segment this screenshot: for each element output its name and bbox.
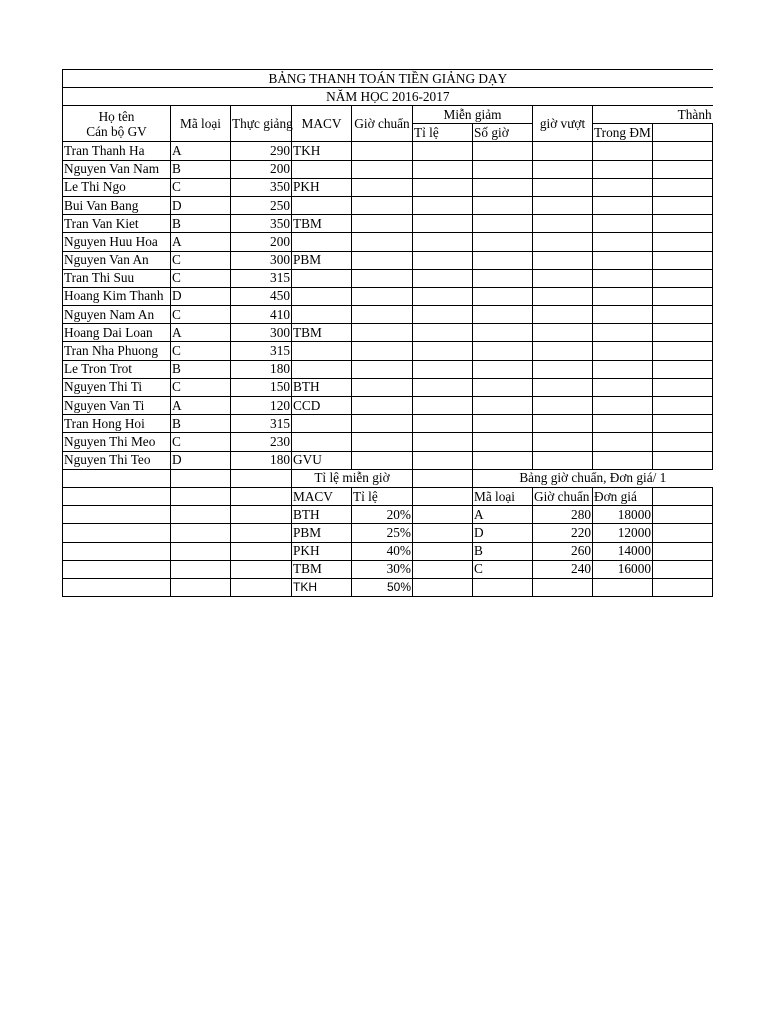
cell[interactable]	[533, 160, 593, 178]
cell[interactable]	[413, 178, 473, 196]
cell[interactable]	[413, 196, 473, 214]
cell[interactable]	[413, 451, 473, 469]
cell-name[interactable]: Nguyen Thi Ti	[63, 378, 171, 396]
cell-ma-loai[interactable]: B	[171, 415, 231, 433]
cell[interactable]	[413, 215, 473, 233]
cell[interactable]	[533, 178, 593, 196]
cell-thuc-giang[interactable]: 180	[231, 451, 292, 469]
cell-thuc-giang[interactable]: 350	[231, 215, 292, 233]
cell[interactable]	[653, 397, 713, 415]
table-row	[63, 269, 713, 287]
cell-name[interactable]: Tran Hong Hoi	[63, 415, 171, 433]
cell-ma-loai[interactable]: C	[171, 251, 231, 269]
cell-macv[interactable]	[292, 160, 352, 178]
cell-ma-loai[interactable]: B	[171, 215, 231, 233]
cell[interactable]	[473, 160, 533, 178]
table-row	[63, 196, 713, 214]
cell-thuc-giang[interactable]: 300	[231, 324, 292, 342]
ti-le-macv[interactable]: PBM	[292, 524, 352, 542]
cell[interactable]	[352, 360, 413, 378]
cell[interactable]	[231, 506, 292, 524]
cell-ma-loai[interactable]: C	[171, 306, 231, 324]
cell-macv[interactable]: TBM	[292, 324, 352, 342]
cell[interactable]	[413, 415, 473, 433]
cell[interactable]	[352, 269, 413, 287]
cell[interactable]	[171, 560, 231, 578]
cell-name[interactable]: Tran Nha Phuong	[63, 342, 171, 360]
cell[interactable]	[593, 415, 653, 433]
gio-chuan-value[interactable]: 220	[533, 524, 593, 542]
cell[interactable]	[473, 578, 533, 596]
header-name[interactable]	[63, 106, 171, 142]
cell[interactable]	[352, 415, 413, 433]
cell[interactable]	[413, 506, 473, 524]
gio-chuan-value[interactable]: 280	[533, 506, 593, 524]
cell-thuc-giang[interactable]: 410	[231, 306, 292, 324]
cell[interactable]	[533, 215, 593, 233]
cell[interactable]	[413, 160, 473, 178]
ti-le-macv[interactable]: TBM	[292, 560, 352, 578]
cell[interactable]	[593, 142, 653, 160]
cell[interactable]	[352, 433, 413, 451]
ti-le-value[interactable]: 40%	[352, 542, 413, 560]
cell[interactable]	[473, 342, 533, 360]
cell[interactable]	[413, 524, 473, 542]
cell[interactable]	[352, 196, 413, 214]
cell-name[interactable]: Tran Thanh Ha	[63, 142, 171, 160]
table-row	[63, 215, 713, 233]
cell-ma-loai[interactable]: A	[171, 233, 231, 251]
cell-macv[interactable]: PKH	[292, 178, 352, 196]
cell[interactable]	[653, 433, 713, 451]
cell[interactable]	[473, 451, 533, 469]
cell[interactable]	[653, 524, 713, 542]
cell[interactable]	[593, 251, 653, 269]
cell-thuc-giang[interactable]: 350	[231, 178, 292, 196]
cell-thuc-giang[interactable]: 315	[231, 415, 292, 433]
header-thuc-giang[interactable]: Thực giảng	[231, 106, 292, 142]
cell[interactable]	[473, 433, 533, 451]
cell[interactable]	[231, 469, 292, 487]
cell[interactable]	[473, 215, 533, 233]
cell[interactable]	[593, 233, 653, 251]
cell[interactable]	[533, 269, 593, 287]
cell[interactable]	[653, 142, 713, 160]
cell-thuc-giang[interactable]: 150	[231, 378, 292, 396]
cell[interactable]	[533, 324, 593, 342]
cell-thuc-giang[interactable]: 200	[231, 160, 292, 178]
gio-chuan-ma-loai[interactable]: B	[473, 542, 533, 560]
cell-macv[interactable]	[292, 287, 352, 305]
cell[interactable]	[413, 233, 473, 251]
cell[interactable]	[171, 524, 231, 542]
cell-ma-loai[interactable]: A	[171, 397, 231, 415]
cell[interactable]	[653, 287, 713, 305]
cell[interactable]	[533, 251, 593, 269]
cell[interactable]	[413, 360, 473, 378]
don-gia-value[interactable]: 12000	[593, 524, 653, 542]
cell[interactable]	[231, 578, 292, 596]
header-name-line2: Cán bộ GV	[86, 123, 147, 139]
cell-thuc-giang[interactable]: 315	[231, 342, 292, 360]
table-row	[63, 360, 713, 378]
lookup-row	[63, 578, 713, 596]
cell-macv[interactable]	[292, 233, 352, 251]
cell[interactable]	[533, 433, 593, 451]
cell[interactable]	[413, 142, 473, 160]
cell-name[interactable]: Nguyen Van An	[63, 251, 171, 269]
cell[interactable]	[653, 178, 713, 196]
cell[interactable]	[473, 251, 533, 269]
header-gio-chuan[interactable]: Giờ chuẩn	[352, 106, 413, 142]
cell[interactable]	[653, 542, 713, 560]
ti-le-macv[interactable]: BTH	[292, 506, 352, 524]
ti-le-value[interactable]: 30%	[352, 560, 413, 578]
cell[interactable]	[653, 196, 713, 214]
cell[interactable]	[413, 342, 473, 360]
cell-macv[interactable]	[292, 415, 352, 433]
table-row	[63, 378, 713, 396]
cell-thuc-giang[interactable]: 300	[231, 251, 292, 269]
don-gia-value[interactable]: 14000	[593, 542, 653, 560]
cell[interactable]	[63, 487, 171, 505]
cell-macv[interactable]	[292, 269, 352, 287]
cell[interactable]	[413, 487, 473, 505]
ti-le-macv[interactable]: PKH	[292, 542, 352, 560]
cell[interactable]	[352, 397, 413, 415]
table-row	[63, 451, 713, 469]
cell[interactable]	[533, 360, 593, 378]
cell[interactable]	[533, 578, 593, 596]
cell[interactable]	[352, 142, 413, 160]
cell[interactable]	[593, 269, 653, 287]
cell-macv[interactable]	[292, 433, 352, 451]
cell[interactable]	[653, 233, 713, 251]
don-gia-value[interactable]: 16000	[593, 560, 653, 578]
cell[interactable]	[473, 360, 533, 378]
cell[interactable]	[533, 342, 593, 360]
cell-macv[interactable]: GVU	[292, 451, 352, 469]
report-subtitle[interactable]: NĂM HỌC 2016-2017	[63, 88, 713, 106]
cell-thuc-giang[interactable]: 315	[231, 269, 292, 287]
table-row	[63, 397, 713, 415]
cell-name[interactable]: Le Tron Trot	[63, 360, 171, 378]
lookup-row	[63, 506, 713, 524]
cell-macv[interactable]: BTH	[292, 378, 352, 396]
cell[interactable]	[352, 451, 413, 469]
cell-name[interactable]: Nguyen Van Nam	[63, 160, 171, 178]
cell[interactable]	[352, 178, 413, 196]
cell[interactable]	[352, 251, 413, 269]
cell[interactable]	[352, 306, 413, 324]
table-row	[63, 233, 713, 251]
payment-table	[62, 69, 713, 597]
cell[interactable]	[352, 160, 413, 178]
cell-macv[interactable]	[292, 196, 352, 214]
table-row	[63, 342, 713, 360]
cell-name[interactable]: Nguyen Nam An	[63, 306, 171, 324]
don-gia-value[interactable]: 18000	[593, 506, 653, 524]
cell[interactable]	[653, 360, 713, 378]
ti-le-col-ti-le[interactable]: Tỉ lệ	[352, 487, 413, 505]
cell[interactable]	[352, 233, 413, 251]
cell[interactable]	[533, 397, 593, 415]
cell-macv[interactable]	[292, 360, 352, 378]
cell[interactable]	[593, 378, 653, 396]
cell-thuc-giang[interactable]: 180	[231, 360, 292, 378]
cell[interactable]	[413, 269, 473, 287]
cell[interactable]	[231, 487, 292, 505]
cell[interactable]	[171, 487, 231, 505]
cell[interactable]	[593, 578, 653, 596]
cell-macv[interactable]: TKH	[292, 142, 352, 160]
gio-chuan-ma-loai[interactable]: C	[473, 560, 533, 578]
lookup-row	[63, 560, 713, 578]
cell[interactable]	[413, 542, 473, 560]
ti-le-value[interactable]: 25%	[352, 524, 413, 542]
cell-ma-loai[interactable]: B	[171, 360, 231, 378]
lookup-row	[63, 524, 713, 542]
cell[interactable]	[231, 560, 292, 578]
gio-chuan-col-don-gia[interactable]: Đơn giá	[593, 487, 653, 505]
cell[interactable]	[533, 306, 593, 324]
cell[interactable]	[352, 378, 413, 396]
cell-macv[interactable]	[292, 342, 352, 360]
cell[interactable]	[352, 215, 413, 233]
cell[interactable]	[473, 324, 533, 342]
cell-ma-loai[interactable]: A	[171, 142, 231, 160]
cell[interactable]	[593, 397, 653, 415]
lookup-row	[63, 542, 713, 560]
cell[interactable]	[473, 269, 533, 287]
cell-name[interactable]: Hoang Dai Loan	[63, 324, 171, 342]
cell[interactable]	[63, 524, 171, 542]
header-so-gio[interactable]: Số giờ	[473, 124, 533, 142]
cell[interactable]	[653, 306, 713, 324]
cell[interactable]	[63, 506, 171, 524]
cell-ma-loai[interactable]: D	[171, 287, 231, 305]
cell-ma-loai[interactable]: C	[171, 178, 231, 196]
table-row	[63, 251, 713, 269]
cell[interactable]	[593, 178, 653, 196]
header-thanh[interactable]: Thành	[593, 106, 713, 124]
cell[interactable]	[352, 342, 413, 360]
cell[interactable]	[533, 451, 593, 469]
cell[interactable]	[413, 578, 473, 596]
cell[interactable]	[413, 378, 473, 396]
cell[interactable]	[533, 287, 593, 305]
cell[interactable]	[653, 251, 713, 269]
gio-chuan-ma-loai[interactable]: D	[473, 524, 533, 542]
cell[interactable]	[231, 542, 292, 560]
cell[interactable]	[231, 524, 292, 542]
cell[interactable]	[63, 542, 171, 560]
cell[interactable]	[473, 287, 533, 305]
header-trong-dm[interactable]: Trong ĐM	[594, 124, 651, 140]
cell[interactable]	[473, 415, 533, 433]
cell[interactable]	[653, 124, 713, 142]
cell[interactable]	[413, 324, 473, 342]
cell-macv[interactable]: PBM	[292, 251, 352, 269]
gio-chuan-table-title[interactable]: Bảng giờ chuẩn, Đơn giá/ 1	[473, 469, 713, 487]
cell[interactable]	[171, 506, 231, 524]
lookup-title-row	[63, 469, 713, 487]
cell-thuc-giang[interactable]: 120	[231, 397, 292, 415]
header-gio-vuot[interactable]: giờ vượt	[533, 106, 593, 142]
table-row	[63, 287, 713, 305]
table-row	[63, 433, 713, 451]
cell-macv[interactable]	[292, 306, 352, 324]
header-macv[interactable]: MACV	[292, 106, 352, 142]
table-row	[63, 324, 713, 342]
gio-chuan-ma-loai[interactable]: A	[473, 506, 533, 524]
gio-chuan-col-ma-loai[interactable]: Mã loại	[473, 487, 533, 505]
gio-chuan-value[interactable]: 240	[533, 560, 593, 578]
cell[interactable]	[533, 378, 593, 396]
gio-chuan-value[interactable]: 260	[533, 542, 593, 560]
cell-name[interactable]: Nguyen Thi Meo	[63, 433, 171, 451]
cell[interactable]	[171, 578, 231, 596]
cell-thuc-giang[interactable]: 450	[231, 287, 292, 305]
cell[interactable]	[653, 378, 713, 396]
ti-le-value[interactable]: 50%	[352, 578, 413, 596]
cell[interactable]	[171, 542, 231, 560]
cell[interactable]	[593, 196, 653, 214]
cell[interactable]	[352, 287, 413, 305]
cell[interactable]	[413, 560, 473, 578]
cell[interactable]	[653, 415, 713, 433]
cell-ma-loai[interactable]: C	[171, 342, 231, 360]
cell-name[interactable]: Le Thi Ngo	[63, 178, 171, 196]
cell[interactable]	[653, 324, 713, 342]
report-title[interactable]: BẢNG THANH TOÁN TIỀN GIẢNG DẠY	[63, 70, 713, 88]
table-row	[63, 306, 713, 324]
cell[interactable]	[593, 451, 653, 469]
cell[interactable]	[653, 269, 713, 287]
cell[interactable]	[593, 433, 653, 451]
cell[interactable]	[413, 469, 473, 487]
cell-name[interactable]: Bui Van Bang	[63, 196, 171, 214]
cell[interactable]	[653, 342, 713, 360]
header-mien-giam[interactable]: Miễn giảm	[413, 106, 533, 124]
cell[interactable]	[473, 178, 533, 196]
cell[interactable]	[593, 287, 653, 305]
cell-ma-loai[interactable]: A	[171, 324, 231, 342]
cell-ma-loai[interactable]: D	[171, 451, 231, 469]
cell[interactable]	[413, 397, 473, 415]
cell[interactable]	[593, 306, 653, 324]
cell[interactable]	[533, 142, 593, 160]
cell-thuc-giang[interactable]: 290	[231, 142, 292, 160]
cell[interactable]	[473, 378, 533, 396]
cell[interactable]	[171, 469, 231, 487]
cell-name[interactable]: Nguyen Huu Hoa	[63, 233, 171, 251]
cell[interactable]	[473, 142, 533, 160]
cell-ma-loai[interactable]: C	[171, 433, 231, 451]
cell[interactable]	[593, 324, 653, 342]
cell[interactable]	[533, 415, 593, 433]
cell[interactable]	[653, 578, 713, 596]
header-name-line1: Họ tên	[98, 108, 135, 124]
cell-ma-loai[interactable]: C	[171, 378, 231, 396]
cell[interactable]	[653, 451, 713, 469]
cell[interactable]	[413, 433, 473, 451]
cell-ma-loai[interactable]: D	[171, 196, 231, 214]
gio-chuan-col-gio-chuan[interactable]: Giờ chuẩn	[533, 487, 593, 505]
ti-le-col-macv[interactable]: MACV	[292, 487, 352, 505]
cell-name[interactable]: Nguyen Van Ti	[63, 397, 171, 415]
cell[interactable]	[653, 160, 713, 178]
cell-macv[interactable]: CCD	[292, 397, 352, 415]
cell[interactable]	[473, 397, 533, 415]
header-ma-loai[interactable]: Mã loại	[171, 106, 231, 142]
ti-le-table-title[interactable]: Tỉ lệ miễn giờ	[292, 469, 413, 487]
cell[interactable]	[593, 360, 653, 378]
cell[interactable]	[533, 233, 593, 251]
cell-ma-loai[interactable]: C	[171, 269, 231, 287]
cell[interactable]	[63, 469, 171, 487]
cell[interactable]	[653, 215, 713, 233]
cell-thuc-giang[interactable]: 250	[231, 196, 292, 214]
cell[interactable]	[473, 306, 533, 324]
cell[interactable]	[593, 160, 653, 178]
cell[interactable]	[352, 324, 413, 342]
table-row	[63, 415, 713, 433]
lookup-header-row	[63, 487, 713, 505]
cell[interactable]	[413, 287, 473, 305]
cell-name[interactable]: Hoang Kim Thanh	[63, 287, 171, 305]
table-row	[63, 142, 713, 160]
ti-le-macv[interactable]: TKH	[292, 578, 352, 596]
cell[interactable]	[653, 487, 713, 505]
cell[interactable]	[63, 578, 171, 596]
cell-ma-loai[interactable]: B	[171, 160, 231, 178]
cell[interactable]	[413, 251, 473, 269]
cell-name[interactable]: Tran Van Kiet	[63, 215, 171, 233]
cell[interactable]	[533, 196, 593, 214]
table-row	[63, 160, 713, 178]
header-ti-le[interactable]: Tỉ lệ	[413, 124, 473, 142]
cell-thuc-giang[interactable]: 200	[231, 233, 292, 251]
spreadsheet	[62, 69, 712, 605]
cell[interactable]	[653, 560, 713, 578]
cell[interactable]	[653, 506, 713, 524]
ti-le-value[interactable]: 20%	[352, 506, 413, 524]
cell[interactable]	[473, 233, 533, 251]
cell[interactable]	[63, 560, 171, 578]
cell[interactable]	[593, 215, 653, 233]
cell-thuc-giang[interactable]: 230	[231, 433, 292, 451]
cell[interactable]	[593, 342, 653, 360]
cell-name[interactable]: Tran Thi Suu	[63, 269, 171, 287]
cell[interactable]	[413, 306, 473, 324]
cell[interactable]	[473, 196, 533, 214]
cell-macv[interactable]: TBM	[292, 215, 352, 233]
cell-name[interactable]: Nguyen Thi Teo	[63, 451, 171, 469]
table-row	[63, 178, 713, 196]
